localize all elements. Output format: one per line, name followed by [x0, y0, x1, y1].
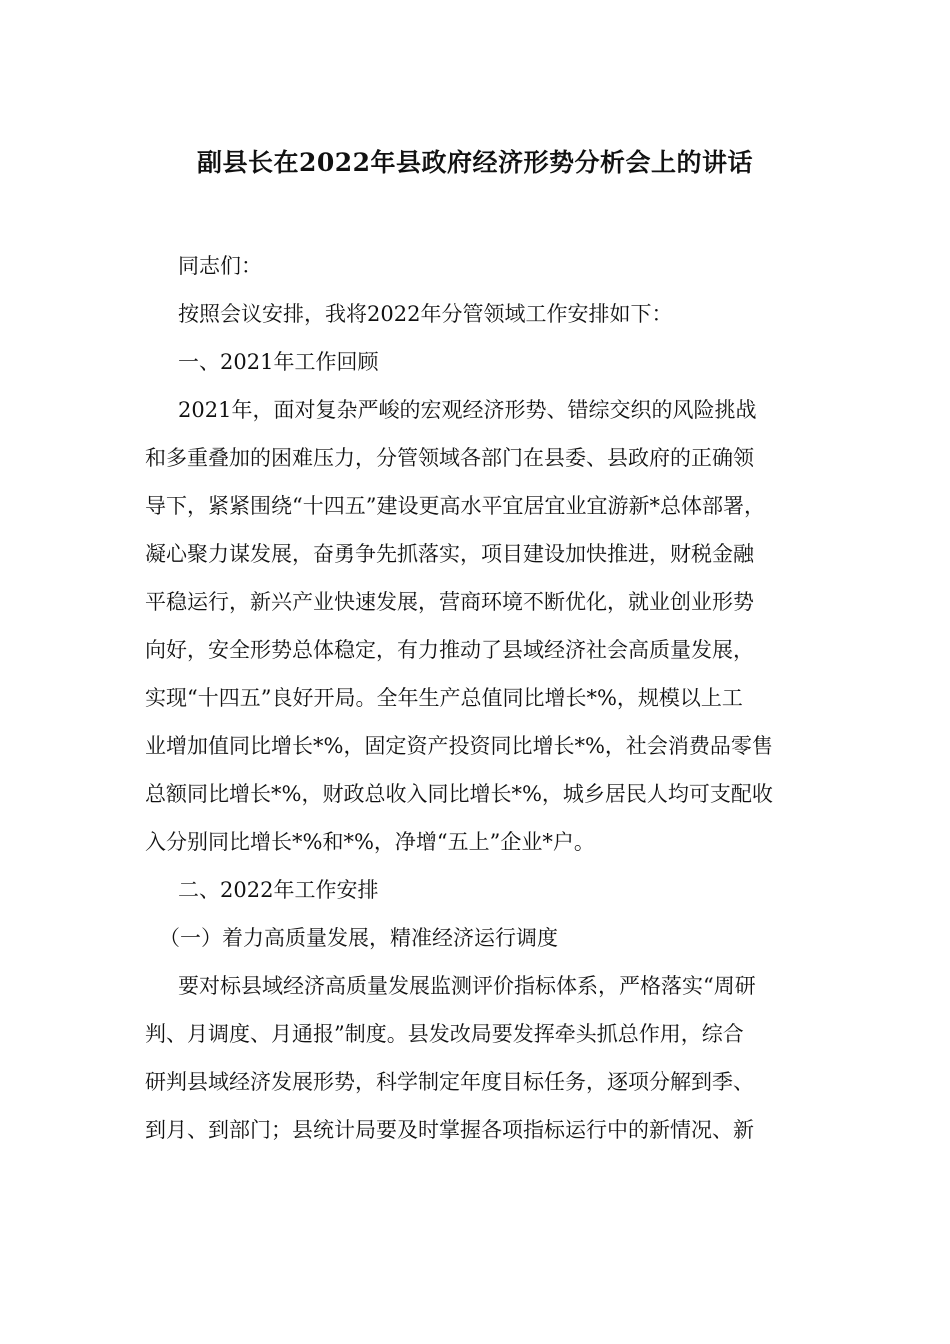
paragraph-line: 2021年，面对复杂严峻的宏观经济形势、错综交织的风险挑战: [178, 398, 757, 422]
section-heading-review: 一、2021年工作回顾: [178, 350, 379, 374]
paragraph-line: 要对标县域经济高质量发展监测评价指标体系，严格落实“周研: [178, 974, 756, 998]
paragraph-line: 导下，紧紧围绕“十四五”建设更高水平宜居宜业宜游新*总体部署，: [145, 494, 765, 518]
document-title: 副县长在2022年县政府经济形势分析会上的讲话: [196, 148, 754, 177]
paragraph-line: 实现“十四五”良好开局。全年生产总值同比增长*%，规模以上工: [145, 686, 743, 710]
paragraph-line: 平稳运行，新兴产业快速发展，营商环境不断优化，就业创业形势: [145, 590, 754, 614]
document-body: [145, 242, 805, 1154]
paragraph-line: 业增加值同比增长*%，固定资产投资同比增长*%，社会消费品零售: [145, 734, 773, 758]
subsection-heading: （一）着力高质量发展，精准经济运行调度: [159, 926, 558, 950]
section-heading-plan: 二、2022年工作安排: [178, 878, 379, 902]
paragraph-line: 总额同比增长*%，财政总收入同比增长*%，城乡居民人均可支配收: [145, 782, 773, 806]
paragraph-line: 入分别同比增长*%和*%，净增“五上”企业*户。: [145, 830, 595, 854]
intro-line: 按照会议安排，我将2022年分管领域工作安排如下：: [178, 302, 673, 326]
paragraph-line: 凝心聚力谋发展，奋勇争先抓落实，项目建设加快推进，财税金融: [145, 542, 754, 566]
paragraph-line: 和多重叠加的困难压力，分管领域各部门在县委、县政府的正确领: [145, 446, 754, 470]
paragraph-line: 判、月调度、月通报”制度。县发改局要发挥牵头抓总作用，综合: [145, 1022, 744, 1046]
paragraph-line: 到月、到部门；县统计局要及时掌握各项指标运行中的新情况、新: [145, 1118, 754, 1142]
paragraph-line: 研判县域经济发展形势，科学制定年度目标任务，逐项分解到季、: [145, 1070, 754, 1094]
salutation-line: 同志们：: [178, 254, 262, 278]
paragraph-line: 向好，安全形势总体稳定，有力推动了县域经济社会高质量发展，: [145, 638, 754, 662]
